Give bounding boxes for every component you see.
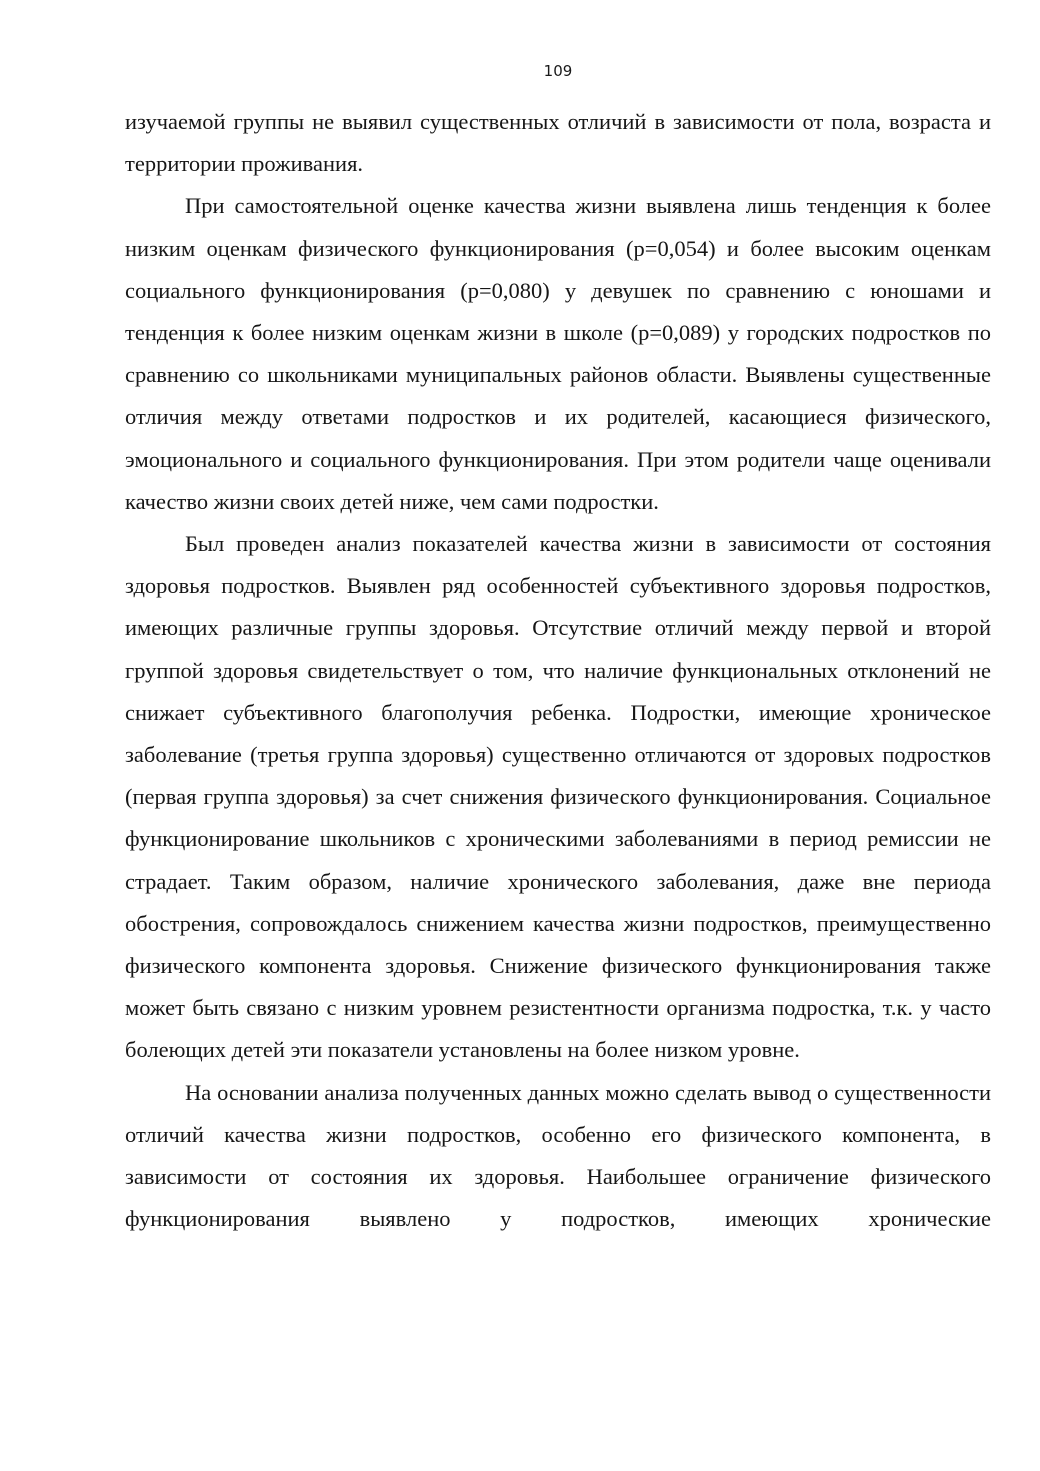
page-number: 109: [543, 62, 573, 80]
paragraph-3: Был проведен анализ показателей качества жизни в зависимости от состояния здоровья подростков. Выявлен ряд особенностей субъективного здоровья подростков, имеющих различные группы здоровья. Отсутствие отличий между первой и второй группой здоровья свидетельствует о том, что наличие функциональных отклонений не снижает субъективного благополучия ребенка. Подростки, имеющие хроническое заболевание (третья группа здоровья) существенно отличаются от здоровых подростков (первая группа здоровья) за счет снижения физического функционирования. Социальное функционирование школьников с хроническими заболеваниями в период ремиссии не страдает. Таким образом, наличие хронического заболевания, даже вне периода обострения, сопровождалось снижением качества жизни подростков, преимущественно физического компонента здоровья. Снижение физического функционирования также может быть связано с низким уровнем резистентности организма подростка, т.к. у часто болеющих детей эти показатели установлены на более низком уровне.: [125, 531, 991, 1063]
body-text: [125, 101, 991, 1240]
paragraph-4: На основании анализа полученных данных можно сделать вывод о существенности отличий качества жизни подростков, особенно его физического компонента, в зависимости от состояния их здоровья. Наибольшее ограничение физического функционирования выявлено у подростков, имеющих хронические: [125, 1079, 991, 1232]
paragraph-1: изучаемой группы не выявил существенных отличий в зависимости от пола, возраста и территории проживания.: [125, 109, 991, 177]
paragraph-2: При самостоятельной оценке качества жизни выявлена лишь тенденция к более низким оценкам физического функционирования (р=0,054) и более высоким оценкам социального функционирования (р=0,080) у девушек по сравнению с юношами и тенденция к более низким оценкам жизни в школе (р=0,089) у городских подростков по сравнению со школьниками муниципальных районов области. Выявлены существенные отличия между ответами подростков и их родителей, касающиеся физического, эмоционального и социального функционирования. При этом родители чаще оценивали качество жизни своих детей ниже, чем сами подростки.: [125, 193, 991, 514]
